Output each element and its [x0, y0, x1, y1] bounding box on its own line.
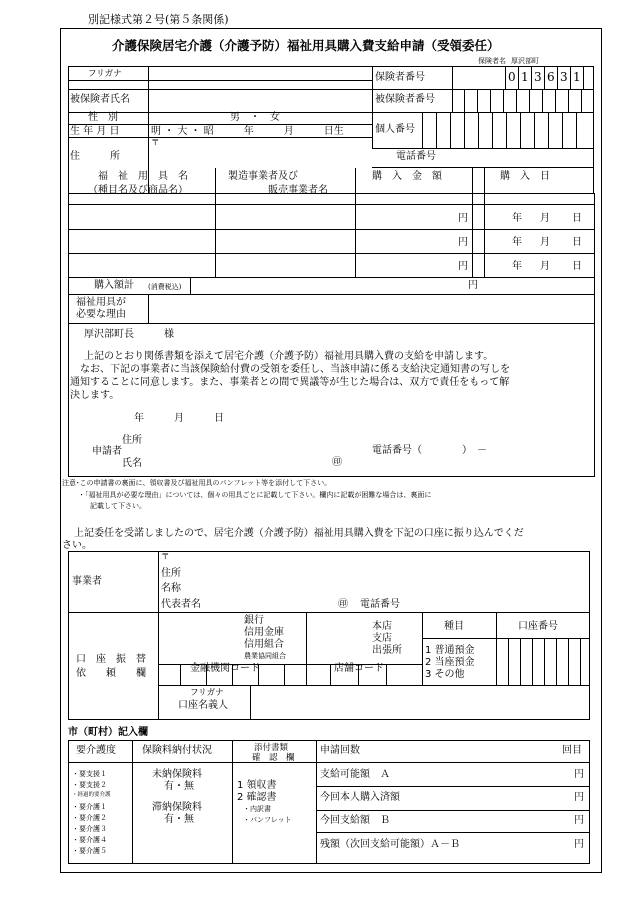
insurer-digit: 1 — [573, 70, 581, 84]
address-label: 住 所 — [70, 151, 120, 162]
application-body: なお、下記の事業者に当該保険給付費の受領を委任し、当該申請に係る支給決定通知書の写しを — [70, 364, 510, 375]
insurer-number-label: 保険者番号 — [375, 72, 425, 83]
municipal-section-label: 市（町村）記入欄 — [68, 727, 148, 738]
municipal-row-label: 申請回数 — [320, 745, 360, 756]
business-phone-label: 電話番号 — [360, 599, 400, 610]
care-level-option[interactable]: ・要介護１ — [72, 803, 107, 811]
date-header: 購 入 日 — [500, 171, 550, 182]
bank-transfer-label: 口 座 振 替 — [76, 654, 146, 665]
form-title: 介護保険居宅介護（介護予防）福祉用具購入費支給申請（受領委任） — [112, 38, 500, 53]
month-unit: 月 — [540, 213, 550, 224]
day-unit: 日 — [572, 261, 582, 272]
business-address-label: 住所 — [161, 568, 181, 579]
unpaid-value[interactable]: 有・無 — [164, 781, 194, 792]
account-kind[interactable]: 3 その他 — [425, 669, 465, 680]
applicant-phone[interactable]: 電話番号（ ） － — [372, 445, 487, 456]
bank-code-label: 金融機関コード — [190, 663, 260, 674]
yen-unit: 円 — [458, 261, 468, 272]
premium-header: 保険料納付状況 — [142, 745, 212, 756]
care-level-option[interactable]: ・要支援１ — [72, 770, 107, 778]
delinquent-label: 滞納保険料 — [152, 802, 202, 813]
doc-item[interactable]: 1 領収書 — [237, 780, 277, 791]
municipal-row-unit: 円 — [574, 815, 584, 826]
account-kind[interactable]: 2 当座預金 — [425, 657, 475, 668]
item-name-subheader: （種目名及び商品名） — [88, 185, 188, 196]
business-statement: 上記委任を受諾しましたので、居宅介護（介護予防）福祉用具購入費を下記の口座に振り込んでくだ — [74, 528, 524, 539]
account-holder-label: 口座名義人 — [178, 700, 228, 711]
year-unit: 年 — [512, 213, 522, 224]
branch-type[interactable]: 出張所 — [372, 645, 402, 656]
municipal-row-label: 残額（次回支給可能額）Ａ－Ｂ — [320, 839, 460, 850]
note: 記載して下さい。 — [90, 502, 146, 510]
municipal-row-label: 今回本人購入済額 — [320, 792, 400, 803]
bank-type[interactable]: 信用組合 — [244, 639, 284, 650]
application-body: 上記のとおり関係書類を添えて居宅介護（介護予防）福祉用具購入費の支給を申請します。 — [84, 351, 494, 362]
yen-unit: 円 — [458, 237, 468, 248]
care-level-option[interactable]: ・要介護３ — [72, 825, 107, 833]
birth-label: 生 年 月 日 — [70, 126, 120, 137]
insurer-name: 厚沢部町 — [511, 57, 539, 65]
business-seal: ㊞ — [338, 599, 348, 610]
reason-label: 必要な理由 — [76, 309, 126, 320]
municipal-row-label: 今回支給額 Ｂ — [320, 815, 390, 826]
birth-value[interactable]: 明 ・ 大 ・ 昭 年 月 日生 — [151, 126, 344, 137]
unpaid-label: 未納保険料 — [152, 769, 202, 780]
bank-type-small[interactable]: 農業協同組合 — [244, 652, 286, 660]
note: 注意･この申請書の裏面に、領収書及び福祉用具のパンフレット等を添付して下さい。 — [62, 479, 332, 487]
applicant-name-label: 氏名 — [122, 458, 142, 469]
bank-type[interactable]: 信用金庫 — [244, 627, 284, 638]
year-unit: 年 — [512, 237, 522, 248]
care-level-option[interactable]: ・経過的要介護 — [72, 792, 111, 798]
business-statement: さい。 — [62, 540, 92, 551]
business-rep-label: 代表者名 — [161, 599, 201, 610]
application-date[interactable]: 年 月 日 — [134, 413, 224, 424]
postal-mark: 〒 — [151, 138, 160, 148]
insurer-digit: 3 — [560, 70, 568, 84]
yen-unit: 円 — [458, 213, 468, 224]
care-level-option[interactable]: ・要介護４ — [72, 836, 107, 844]
item-name-header: 福 祉 用 具 名 — [98, 171, 188, 182]
business-label: 事業者 — [72, 576, 102, 587]
maker-header: 製造事業者及び — [228, 171, 298, 182]
insurer-digit: 0 — [508, 70, 516, 84]
personal-number-label: 個人番号 — [375, 124, 415, 135]
insurer-digit: 1 — [521, 70, 529, 84]
gender-label: 性 別 — [88, 112, 118, 123]
business-postal-mark: 〒 — [161, 552, 170, 562]
branch-type[interactable]: 本店 — [372, 621, 392, 632]
year-unit: 年 — [512, 261, 522, 272]
note: ・「福祉用具が必要な理由」については、個々の用具ごとに記載して下さい。欄内に記載が困難な場合は、裏面に — [78, 491, 432, 499]
insured-name-label: 被保険者氏名 — [70, 94, 130, 105]
bank-type[interactable]: 銀行 — [244, 615, 264, 626]
applicant-label: 申請者 — [92, 446, 122, 457]
care-level-option[interactable]: ・要介護２ — [72, 814, 107, 822]
applicant-address-label: 住所 — [122, 435, 142, 446]
addressee: 厚沢部町長 様 — [84, 329, 174, 340]
day-unit: 日 — [572, 237, 582, 248]
application-body: 通知することに同意します。また、事業者との間で異議等が生じた場合は、双方で責任をもって解 — [70, 377, 510, 388]
amount-header: 購 入 金 額 — [372, 171, 442, 182]
insurer-digit: 3 — [534, 70, 542, 84]
docs-header: 添付書類 — [254, 743, 289, 753]
reason-label: 福祉用具が — [76, 297, 126, 308]
municipal-row-unit: 円 — [574, 839, 584, 850]
municipal-row-label: 支給可能額 Ａ — [320, 769, 390, 780]
care-level-option[interactable]: ・要支援２ — [72, 781, 107, 789]
total-yen: 円 — [468, 280, 478, 291]
month-unit: 月 — [540, 237, 550, 248]
seal-mark: ㊞ — [332, 457, 342, 468]
doc-subitem[interactable]: ・パンフレット — [243, 816, 292, 824]
care-level-option[interactable]: ・要介護５ — [72, 847, 107, 855]
doc-item[interactable]: 2 確認書 — [237, 792, 277, 803]
branch-type[interactable]: 支店 — [372, 633, 392, 644]
account-number-label: 口座番号 — [518, 621, 558, 632]
gender-options[interactable]: 男 ・ 女 — [230, 112, 280, 123]
business-table — [68, 551, 590, 720]
account-kind[interactable]: 1 普通預金 — [425, 645, 475, 656]
municipal-row-unit: 円 — [574, 792, 584, 803]
insured-number-label: 被保険者番号 — [375, 94, 435, 105]
account-kind-label: 種目 — [444, 621, 464, 632]
business-name-label: 名称 — [161, 583, 181, 594]
phone-label: 電話番号 — [396, 151, 436, 162]
bank-transfer-label: 依 頼 欄 — [76, 668, 146, 679]
furigana-label: フリガナ — [88, 69, 122, 79]
insurer-name-label: 保険者名 — [478, 57, 506, 65]
municipal-row-unit: 回目 — [562, 745, 582, 756]
doc-subitem[interactable]: ・内訳書 — [243, 805, 271, 813]
delinquent-value[interactable]: 有・無 — [164, 814, 194, 825]
total-label: 購入額計 — [94, 280, 134, 291]
total-note: (消費税込) — [148, 283, 182, 291]
form-number: 別記様式第２号(第５条関係) — [88, 13, 229, 26]
month-unit: 月 — [540, 261, 550, 272]
application-body: 決します。 — [70, 390, 120, 401]
maker-subheader: 販売事業者名 — [268, 185, 328, 196]
docs-header: 確 認 欄 — [252, 753, 295, 763]
municipal-row-unit: 円 — [574, 769, 584, 780]
day-unit: 日 — [572, 213, 582, 224]
insurer-digit: 6 — [547, 70, 555, 84]
care-level-header: 要介護度 — [76, 745, 116, 756]
holder-furigana-label: フリガナ — [190, 688, 224, 698]
branch-code-label: 店舗コード — [334, 663, 384, 674]
